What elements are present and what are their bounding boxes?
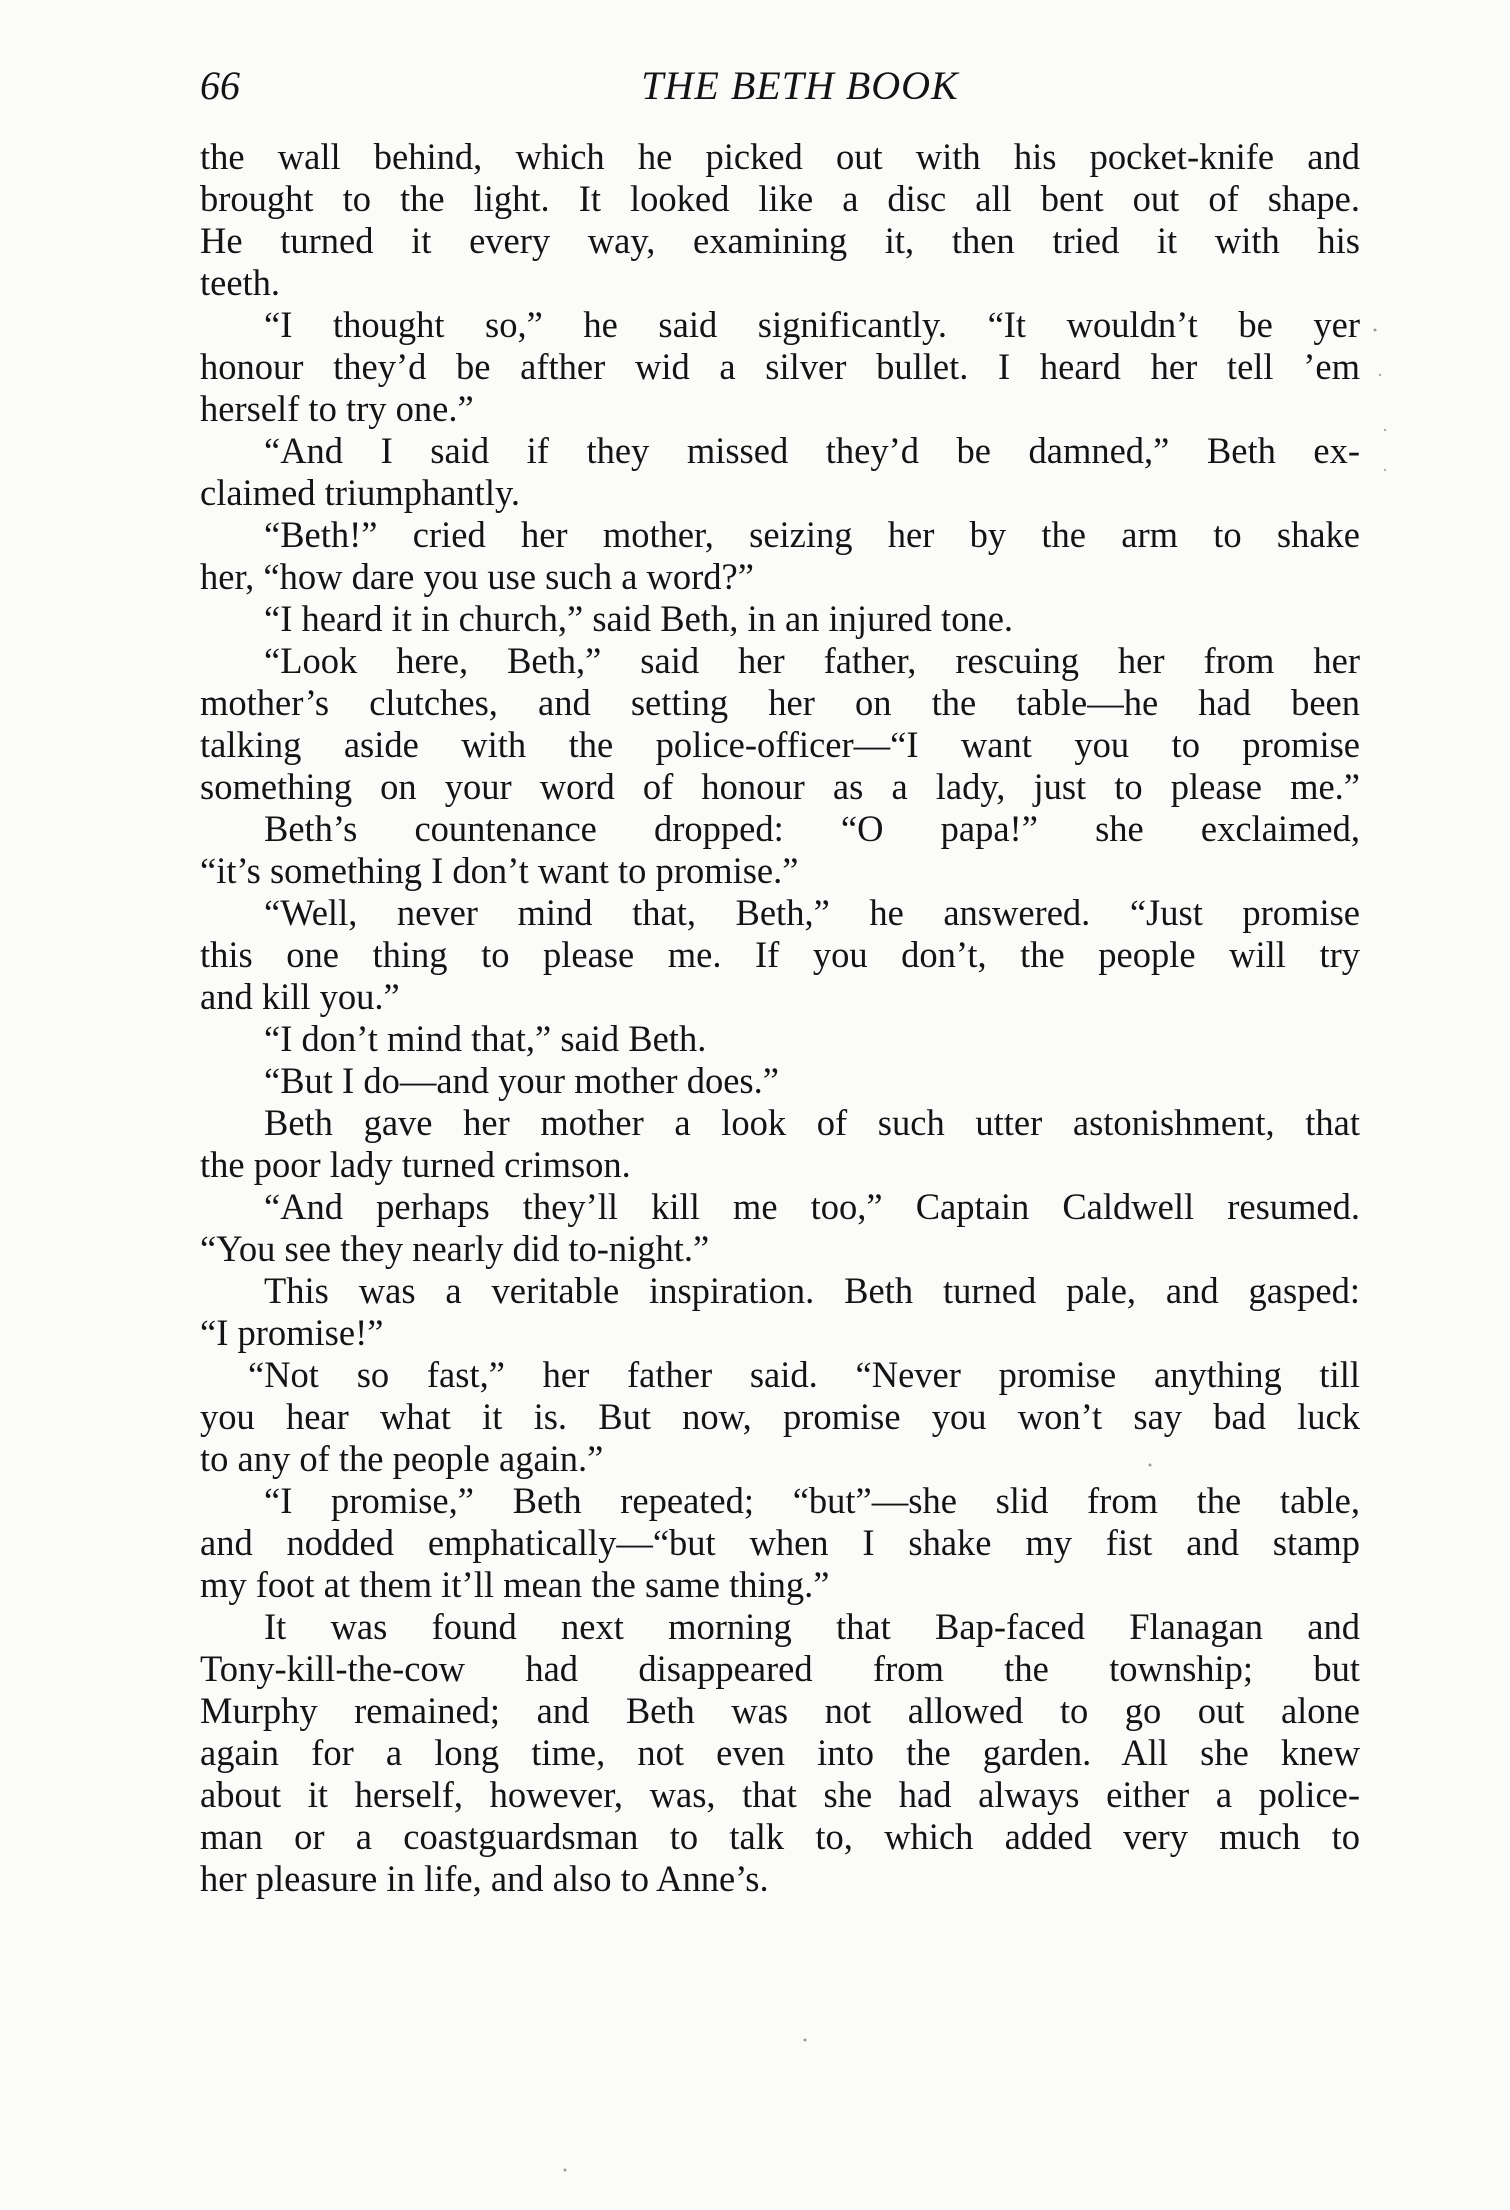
text-line: “I don’t mind that,” said Beth. xyxy=(264,1018,707,1059)
text-line: “I promise,” Beth repeated; “but”—she slid from the table, xyxy=(264,1480,1360,1521)
text-line: “it’s something I don’t want to promise.” xyxy=(200,850,799,891)
text-line: “Look here, Beth,” said her father, rescuing her from her xyxy=(264,640,1360,681)
text-line: claimed triumphantly. xyxy=(200,472,520,513)
page-number: 66 xyxy=(200,63,240,108)
text-line: something on your word of honour as a lady, just to please me.” xyxy=(200,766,1360,807)
text-line: “You see they nearly did to-night.” xyxy=(200,1228,710,1269)
text-line: you hear what it is. But now, promise you won’t say bad luck xyxy=(200,1396,1360,1437)
text-line: the poor lady turned crimson. xyxy=(200,1144,631,1185)
text-line: It was found next morning that Bap-faced Flanagan and xyxy=(264,1606,1360,1647)
text-line: man or a coastguardsman to talk to, which added very much to xyxy=(200,1816,1360,1857)
body-text xyxy=(200,136,1360,1900)
text-line: the wall behind, which he picked out with his pocket-knife and xyxy=(200,136,1360,177)
text-line: and nodded emphatically—“but when I shake my fist and stamp xyxy=(200,1522,1360,1563)
text-line: this one thing to please me. If you don’t, the people will try xyxy=(200,934,1360,975)
text-line: my foot at them it’ll mean the same thing.” xyxy=(200,1564,830,1605)
text-line: her pleasure in life, and also to Anne’s. xyxy=(200,1858,769,1899)
text-line: “Not so fast,” her father said. “Never promise anything till xyxy=(248,1354,1360,1395)
text-line: about it herself, however, was, that she had always either a police- xyxy=(200,1774,1360,1815)
text-line: and kill you.” xyxy=(200,976,400,1017)
text-line: mother’s clutches, and setting her on the table—he had been xyxy=(200,682,1360,723)
text-line: teeth. xyxy=(200,262,281,303)
text-line: “Well, never mind that, Beth,” he answered. “Just promise xyxy=(264,892,1360,933)
text-line: “I thought so,” he said significantly. “It wouldn’t be yer xyxy=(264,304,1360,345)
text-line: This was a veritable inspiration. Beth turned pale, and gasped: xyxy=(264,1270,1360,1311)
text-line: “But I do—and your mother does.” xyxy=(264,1060,779,1101)
text-line: “And I said if they missed they’d be damned,” Beth ex- xyxy=(264,430,1360,471)
text-line: “Beth!” cried her mother, seizing her by the arm to shake xyxy=(264,514,1360,555)
text-line: Murphy remained; and Beth was not allowed to go out alone xyxy=(200,1690,1360,1731)
text-line: to any of the people again.” xyxy=(200,1438,604,1479)
text-line: Tony-kill-the-cow had disappeared from the township; but xyxy=(200,1648,1360,1689)
text-line: talking aside with the police-officer—“I want you to promise xyxy=(200,724,1360,765)
text-line: honour they’d be afther wid a silver bullet. I heard her tell ’em xyxy=(200,346,1360,387)
text-line: her, “how dare you use such a word?” xyxy=(200,556,754,597)
running-head: THE BETH BOOK xyxy=(641,63,959,108)
text-line: brought to the light. It looked like a disc all bent out of shape. xyxy=(200,178,1360,219)
text-line: “And perhaps they’ll kill me too,” Captain Caldwell resumed. xyxy=(264,1186,1360,1227)
page-header xyxy=(200,62,1360,122)
text-line: “I promise!” xyxy=(200,1312,384,1353)
text-line: “I heard it in church,” said Beth, in an injured tone. xyxy=(264,598,1014,639)
text-line: again for a long time, not even into the garden. All she knew xyxy=(200,1732,1360,1773)
text-line: He turned it every way, examining it, then tried it with his xyxy=(200,220,1360,261)
text-line: Beth’s countenance dropped: “O papa!” she exclaimed, xyxy=(264,808,1360,849)
text-line: herself to try one.” xyxy=(200,388,474,429)
text-line: Beth gave her mother a look of such utter astonishment, that xyxy=(264,1102,1360,1143)
